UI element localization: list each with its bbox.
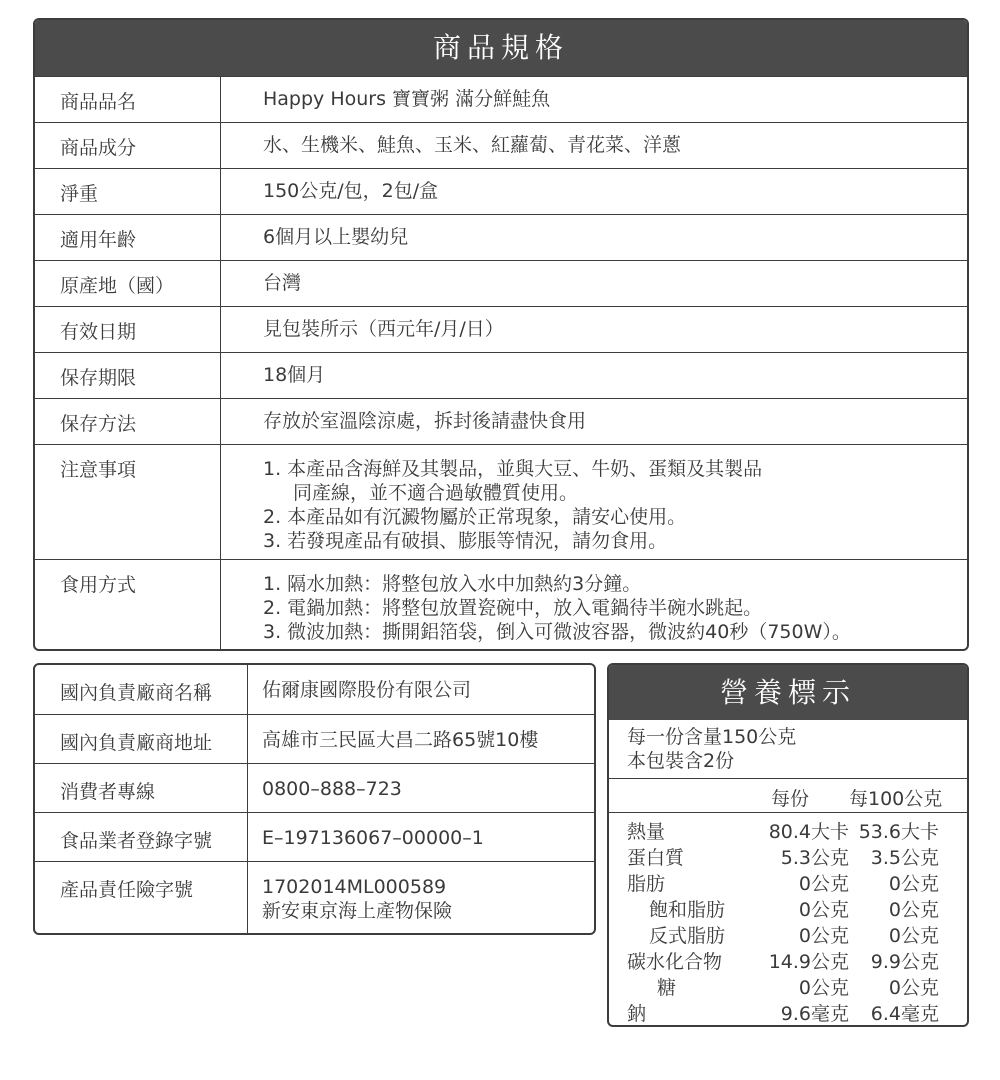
nutrition-rows xyxy=(609,813,967,1027)
spec-value: 6個月以上嬰幼兒 xyxy=(263,226,409,248)
spec-value: Happy Hours 寶寶粥 滿分鮮鮭魚 xyxy=(263,88,551,110)
nutrition-row xyxy=(609,871,967,897)
spec-row-usage xyxy=(35,559,967,651)
notes-list xyxy=(221,445,967,559)
company-row xyxy=(35,665,594,714)
note-line: 1. 本產品含海鮮及其製品，並與大豆、牛奶、蛋類及其製品 xyxy=(263,458,763,480)
nutrient-per-100g: 0公克 xyxy=(888,899,939,921)
spec-label: 商品品名 xyxy=(35,77,221,122)
nutrient-name: 鈉 xyxy=(627,1003,647,1025)
company-value: 0800–888–723 xyxy=(262,778,402,800)
nutrient-name: 蛋白質 xyxy=(627,847,685,869)
nutrition-row xyxy=(609,949,967,975)
company-info-table xyxy=(33,663,596,935)
usage-list xyxy=(221,560,967,651)
note-line: 同產線，並不適合過敏體質使用。 xyxy=(293,482,579,504)
company-value: E–197136067–00000–1 xyxy=(262,827,484,849)
nutrient-per-serving: 14.9公克 xyxy=(768,951,849,973)
insurance-company: 新安東京海上產物保險 xyxy=(262,900,453,922)
insurance-number: 1702014ML000589 xyxy=(262,876,447,898)
spec-label: 淨重 xyxy=(35,169,221,214)
spec-value: 台灣 xyxy=(263,272,302,294)
spec-label: 注意事項 xyxy=(35,445,221,559)
nutrient-per-serving: 0公克 xyxy=(798,925,849,947)
spec-value: 水、生機米、鮭魚、玉米、紅蘿蔔、青花菜、洋蔥 xyxy=(263,134,682,156)
spec-row xyxy=(35,306,967,352)
company-row xyxy=(35,812,594,861)
nutrient-name: 糖 xyxy=(657,977,677,999)
nutrient-per-serving: 80.4大卡 xyxy=(768,821,849,843)
nutrition-column-header xyxy=(609,779,967,813)
nutrient-per-100g: 53.6大卡 xyxy=(858,821,939,843)
nutrient-per-serving: 5.3公克 xyxy=(780,847,849,869)
nutrient-per-100g: 0公克 xyxy=(888,977,939,999)
nutrient-name: 脂肪 xyxy=(627,873,666,895)
spec-row xyxy=(35,398,967,444)
spec-label: 保存期限 xyxy=(35,353,221,398)
spec-row xyxy=(35,214,967,260)
col-per-100g: 每100公克 xyxy=(849,788,943,810)
nutrition-row xyxy=(609,1001,967,1027)
spec-label: 食用方式 xyxy=(35,560,221,651)
spec-row xyxy=(35,168,967,214)
spec-label: 保存方法 xyxy=(35,399,221,444)
usage-line: 2. 電鍋加熱：將整包放置瓷碗中，放入電鍋待半碗水跳起。 xyxy=(263,597,763,619)
nutrient-per-100g: 9.9公克 xyxy=(870,951,939,973)
serving-info xyxy=(609,720,967,779)
nutrition-row xyxy=(609,897,967,923)
company-row xyxy=(35,714,594,763)
spec-row xyxy=(35,260,967,306)
company-label: 產品責任險字號 xyxy=(35,862,248,935)
company-label: 食品業者登錄字號 xyxy=(35,813,248,861)
spec-label: 商品成分 xyxy=(35,123,221,168)
nutrition-row xyxy=(609,975,967,1001)
nutrient-per-serving: 0公克 xyxy=(798,873,849,895)
nutrition-facts-table xyxy=(607,663,969,1027)
spec-row-notes xyxy=(35,444,967,559)
spec-value: 存放於室溫陰涼處，拆封後請盡快食用 xyxy=(263,410,587,432)
spec-row xyxy=(35,352,967,398)
spec-value: 見包裝所示（西元年/月/日） xyxy=(263,318,504,340)
nutrient-name: 熱量 xyxy=(627,821,666,843)
nutrient-per-serving: 0公克 xyxy=(798,977,849,999)
spec-row xyxy=(35,76,967,122)
company-label: 國內負責廠商名稱 xyxy=(35,665,248,714)
product-spec-table xyxy=(33,18,969,651)
col-per-serving: 每份 xyxy=(770,788,809,810)
nutrition-title: 營養標示 xyxy=(609,665,967,720)
nutrition-row xyxy=(609,923,967,949)
nutrient-per-100g: 3.5公克 xyxy=(870,847,939,869)
spec-label: 有效日期 xyxy=(35,307,221,352)
serving-size: 每一份含量150公克 xyxy=(627,726,797,748)
spec-value: 150公克/包，2包/盒 xyxy=(263,180,439,202)
nutrition-row xyxy=(609,819,967,845)
note-line: 3. 若發現產品有破損、膨脹等情況，請勿食用。 xyxy=(263,530,668,552)
servings-per-package: 本包裝含2份 xyxy=(627,750,735,772)
nutrient-per-serving: 9.6毫克 xyxy=(780,1003,849,1025)
spec-row xyxy=(35,122,967,168)
spec-title: 商品規格 xyxy=(35,20,967,76)
company-value: 佑爾康國際股份有限公司 xyxy=(262,679,472,701)
company-value xyxy=(248,862,594,935)
nutrient-per-100g: 0公克 xyxy=(888,925,939,947)
nutrient-name: 反式脂肪 xyxy=(649,925,726,947)
company-label: 消費者專線 xyxy=(35,764,248,812)
spec-label: 原產地（國） xyxy=(35,261,221,306)
company-row-insurance xyxy=(35,861,594,935)
usage-line: 3. 微波加熱：撕開鋁箔袋，倒入可微波容器，微波約40秒（750W）。 xyxy=(263,621,851,643)
company-value: 高雄市三民區大昌二路65號10樓 xyxy=(262,729,539,751)
nutrient-per-serving: 0公克 xyxy=(798,899,849,921)
nutrient-per-100g: 6.4毫克 xyxy=(870,1003,939,1025)
nutrition-row xyxy=(609,845,967,871)
spec-value: 18個月 xyxy=(263,364,326,386)
spec-label: 適用年齡 xyxy=(35,215,221,260)
company-label: 國內負責廠商地址 xyxy=(35,715,248,763)
nutrient-name: 飽和脂肪 xyxy=(649,899,726,921)
note-line: 2. 本產品如有沉澱物屬於正常現象，請安心使用。 xyxy=(263,506,687,528)
company-row xyxy=(35,763,594,812)
nutrient-per-100g: 0公克 xyxy=(888,873,939,895)
nutrient-name: 碳水化合物 xyxy=(627,951,723,973)
usage-line: 1. 隔水加熱：將整包放入水中加熱約3分鐘。 xyxy=(263,573,642,595)
